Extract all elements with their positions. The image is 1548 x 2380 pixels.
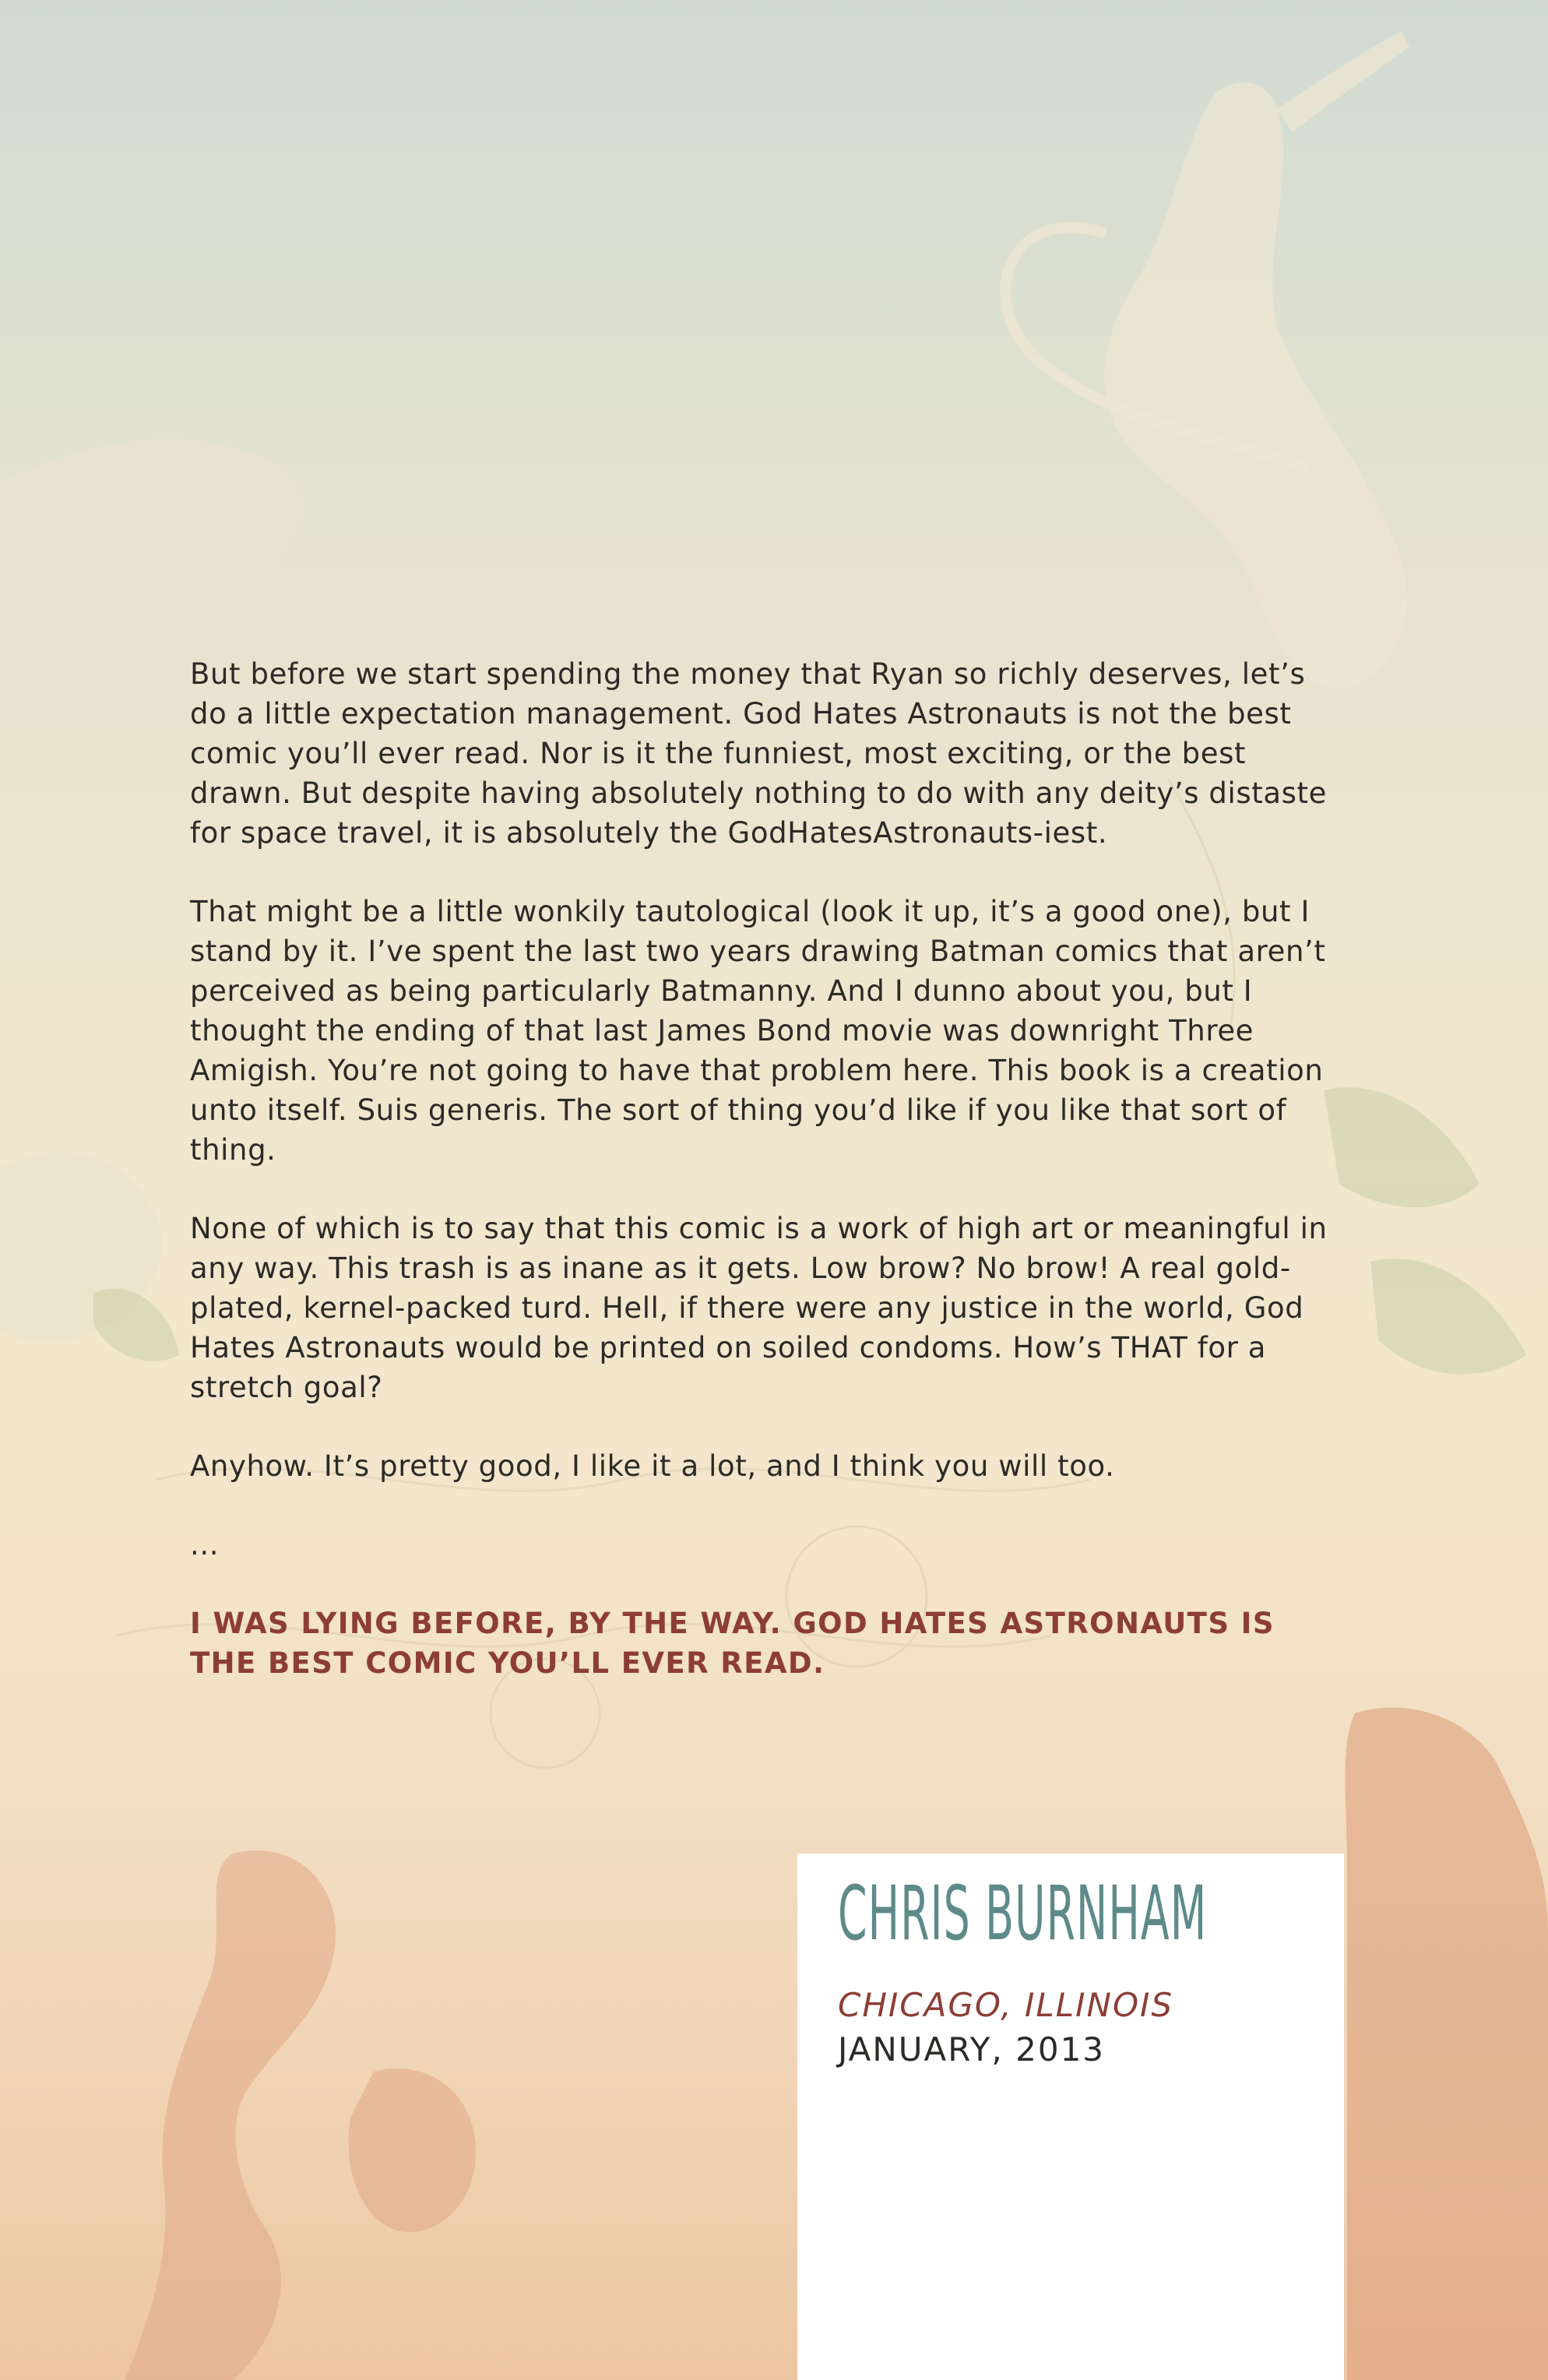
paragraph: Anyhow. It’s pretty good, I like it a lot, and I think you will too. [190, 1449, 1115, 1483]
author-location: CHICAGO, ILLINOIS [838, 1986, 1174, 2024]
paragraph: That might be a little wonkily tautological (look it up, it’s a good one), but I stand by it. I’ve spent the last two years drawing Batman comics that aren’t perceived as being particularly Batmanny. And I dunno about you, but I thought the ending of that last James Bond movie was downright Three Amigish. You’re not going to have that problem here. This book is a creation unto itself. Suis generis. The sort of thing you’d like if you like that sort of thing. [190, 895, 1326, 1167]
paragraph: None of which is to say that this comic is a work of high art or meaningful in any way. This trash is as inane as it gets. Low brow? No brow! A real gold-plated, kernel-packed turd. Hell, if there were any justice in the world, God Hates Astronauts would be printed on soiled condoms. How’s THAT for a stretch goal? [190, 1212, 1328, 1404]
paragraph: But before we start spending the money that Ryan so richly deserves, let’s do a little expectation management. God Hates Astronauts is not the best comic you’ll ever read. Nor is it the funniest, most exciting, or the best drawn. But despite having absolutely nothing to do with any deity’s distaste for space travel, it is absolutely the GodHatesAstronauts-iest. [190, 657, 1328, 850]
author-name: CHRIS BURNHAM [838, 1870, 1208, 1957]
bottom-right-figure [1346, 1708, 1548, 2380]
article-body [190, 654, 1342, 1722]
closing-statement: I WAS LYING BEFORE, BY THE WAY. GOD HATES ASTRONAUTS IS THE BEST COMIC YOU’LL EVER READ. [190, 1607, 1275, 1680]
signature-box [797, 1854, 1344, 2380]
ellipsis: ... [190, 1528, 220, 1561]
signature-date: JANUARY, 2013 [838, 2030, 1106, 2068]
